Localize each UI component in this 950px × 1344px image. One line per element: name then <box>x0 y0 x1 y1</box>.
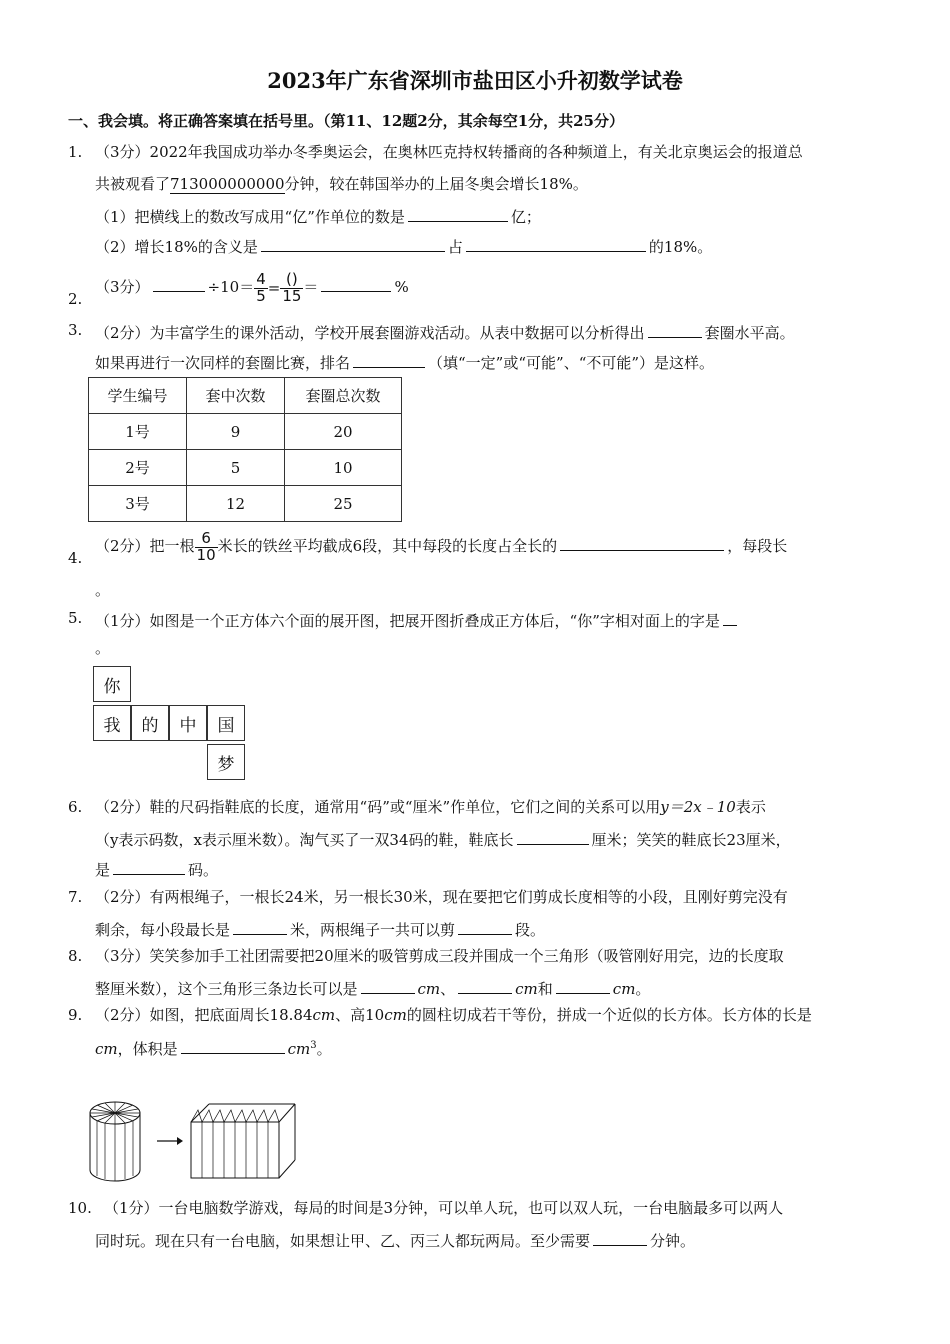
q6-answer-blank-2[interactable] <box>113 860 185 875</box>
q1-answer-blank-3[interactable] <box>466 237 646 252</box>
table-cell: 3号 <box>89 486 187 522</box>
q10-answer-blank[interactable] <box>593 1231 647 1246</box>
q1-underlined-number: 713000000000 <box>170 175 285 193</box>
q8-line1: （3分）笑笑参加手工社团需要把20厘米的吸管剪成三段并围成一个三角形（吸管刚好用完，边的长度取 <box>95 947 784 965</box>
q7-number: 7. <box>68 888 83 906</box>
q8-answer-blank-1[interactable] <box>361 979 415 994</box>
table-header-cell: 套中次数 <box>187 378 285 414</box>
q7-answer-blank-2[interactable] <box>458 920 512 935</box>
q2-fraction-2: $\frac{()}{15}$ <box>282 269 302 305</box>
q1-sub1: （1）把横线上的数改写成用“亿”作单位的数是 亿； <box>95 208 541 226</box>
q7-answer-blank-1[interactable] <box>233 920 287 935</box>
q6-answer-blank-1[interactable] <box>517 830 589 845</box>
q9-number: 9. <box>68 1006 83 1024</box>
q2-number: 2. <box>68 290 83 308</box>
q1-sub2: （2）增长18%的含义是 占 的18%。 <box>95 238 713 256</box>
q5-line: （1分）如图是一个正方体六个面的展开图，把展开图折叠成正方体后，“你”字相对面上的字是 <box>95 611 740 629</box>
table-cell: 25 <box>285 486 402 522</box>
cylinder-figure <box>90 1102 140 1181</box>
q9-answer-blank[interactable] <box>181 1039 285 1054</box>
arrow-icon <box>157 1137 183 1145</box>
net-cell: 我 <box>93 705 131 741</box>
q9-line2: cm，体积是 $cm^3$。 <box>95 1040 332 1058</box>
q10-line1: （1分）一台电脑数学游戏，每局的时间是3分钟，可以单人玩，也可以双人玩，一台电脑最多可以两人 <box>104 1199 784 1217</box>
q2-fraction-1: $\frac{4}{5}$ <box>256 269 266 305</box>
net-cell: 梦 <box>207 744 245 780</box>
q4-fraction: $\frac{6}{10}$ <box>196 528 216 564</box>
page-title: 2023年广东省深圳市盐田区小升初数学试卷 <box>267 68 683 93</box>
q8-number: 8. <box>68 947 83 965</box>
q1-answer-blank-2[interactable] <box>261 237 445 252</box>
q8-line2: 整厘米数），这个三角形三条边长可以是 cm、 cm和 cm。 <box>95 980 651 998</box>
table-row <box>89 450 402 486</box>
table-cell: 5 <box>187 450 285 486</box>
q1-line2: 共被观看了713000000000分钟，较在韩国举办的上届冬奥会增长18%。 <box>95 175 588 193</box>
q4-answer-blank-1[interactable] <box>560 536 724 551</box>
net-cell: 的 <box>131 705 169 741</box>
table-header-cell: 套圈总次数 <box>285 378 402 414</box>
q4-number: 4. <box>68 549 83 567</box>
q4-end-mark: 。 <box>95 581 111 599</box>
q3-answer-blank-2[interactable] <box>353 353 425 368</box>
section-heading: 一、我会填。将正确答案填在括号里。（第11、12题2分，其余每空1分，共25分） <box>68 112 624 130</box>
q1-number: 1. <box>68 143 83 161</box>
q3-answer-blank-1[interactable] <box>648 323 702 338</box>
q5-answer-blank[interactable] <box>723 611 737 626</box>
net-cell: 国 <box>207 705 245 741</box>
q1-line1: （3分）2022年我国成功举办冬季奥运会，在奥林匹克持权转播商的各种频道上，有关北京奥运会的报道总 <box>95 143 803 161</box>
q3-line1: （2分）为丰富学生的课外活动，学校开展套圈游戏活动。从表中数据可以分析得出 套圈水平高。 <box>95 324 795 342</box>
q9-line1: （2分）如图，把底面周长18.84cm、高10cm的圆柱切成若干等份，拼成一个近似的长方体。长方体的长是 <box>95 1006 812 1024</box>
q1-answer-blank-1[interactable] <box>408 207 508 222</box>
table-row <box>89 486 402 522</box>
table-cell: 2号 <box>89 450 187 486</box>
q10-line2: 同时玩。现在只有一台电脑，如果想让甲、乙、丙三人都玩两局。至少需要 分钟。 <box>95 1232 696 1250</box>
q6-line1: （2分）鞋的尺码指鞋底的长度，通常用“码”或“厘米”作单位，它们之间的关系可以用y＝2x﹣10表示 <box>95 798 766 816</box>
q6-formula: y＝2x﹣10 <box>660 798 736 816</box>
table-header-row <box>89 378 402 414</box>
q3-line2: 如果再进行一次同样的套圈比赛，排名 （填“一定”或“可能”、“不可能”）是这样。 <box>95 354 715 372</box>
cuboid-figure <box>191 1104 295 1178</box>
q5-end-mark: 。 <box>95 639 111 657</box>
table-cell: 10 <box>285 450 402 486</box>
q3-number: 3. <box>68 321 83 339</box>
q3-score-table <box>88 377 402 522</box>
table-cell: 1号 <box>89 414 187 450</box>
q4-line: （2分）把一根 $\frac{6}{10}$ 米长的铁丝平均截成6段，其中每段的长度占全长的 ，每段长 <box>95 528 788 564</box>
table-cell: 12 <box>187 486 285 522</box>
q10-number: 10. <box>68 1199 92 1217</box>
table-cell: 20 <box>285 414 402 450</box>
q8-answer-blank-3[interactable] <box>556 979 610 994</box>
q2-answer-blank-2[interactable] <box>321 277 391 292</box>
table-cell: 9 <box>187 414 285 450</box>
q6-number: 6. <box>68 798 83 816</box>
q6-line3: 是 码。 <box>95 861 219 879</box>
table-row <box>89 414 402 450</box>
q6-line2: （y表示码数，x表示厘米数）。淘气买了一双34码的鞋，鞋底长 厘米；笑笑的鞋底长23厘米， <box>95 831 791 849</box>
net-cell: 你 <box>93 666 131 702</box>
cylinder-to-cuboid-figure <box>85 1090 305 1186</box>
q5-number: 5. <box>68 609 83 627</box>
net-cell: 中 <box>169 705 207 741</box>
q8-answer-blank-2[interactable] <box>458 979 512 994</box>
table-header-cell: 学生编号 <box>89 378 187 414</box>
q2-answer-blank-1[interactable] <box>153 277 205 292</box>
q7-line1: （2分）有两根绳子，一根长24米，另一根长30米，现在要把它们剪成长度相等的小段，且刚好剪完没有 <box>95 888 788 906</box>
q7-line2: 剩余，每小段最长是 米，两根绳子一共可以剪 段。 <box>95 921 546 939</box>
q2-line: （3分） ÷10＝ $\frac{4}{5}$ = $\frac{()}{15}$ ＝ % <box>95 269 409 305</box>
